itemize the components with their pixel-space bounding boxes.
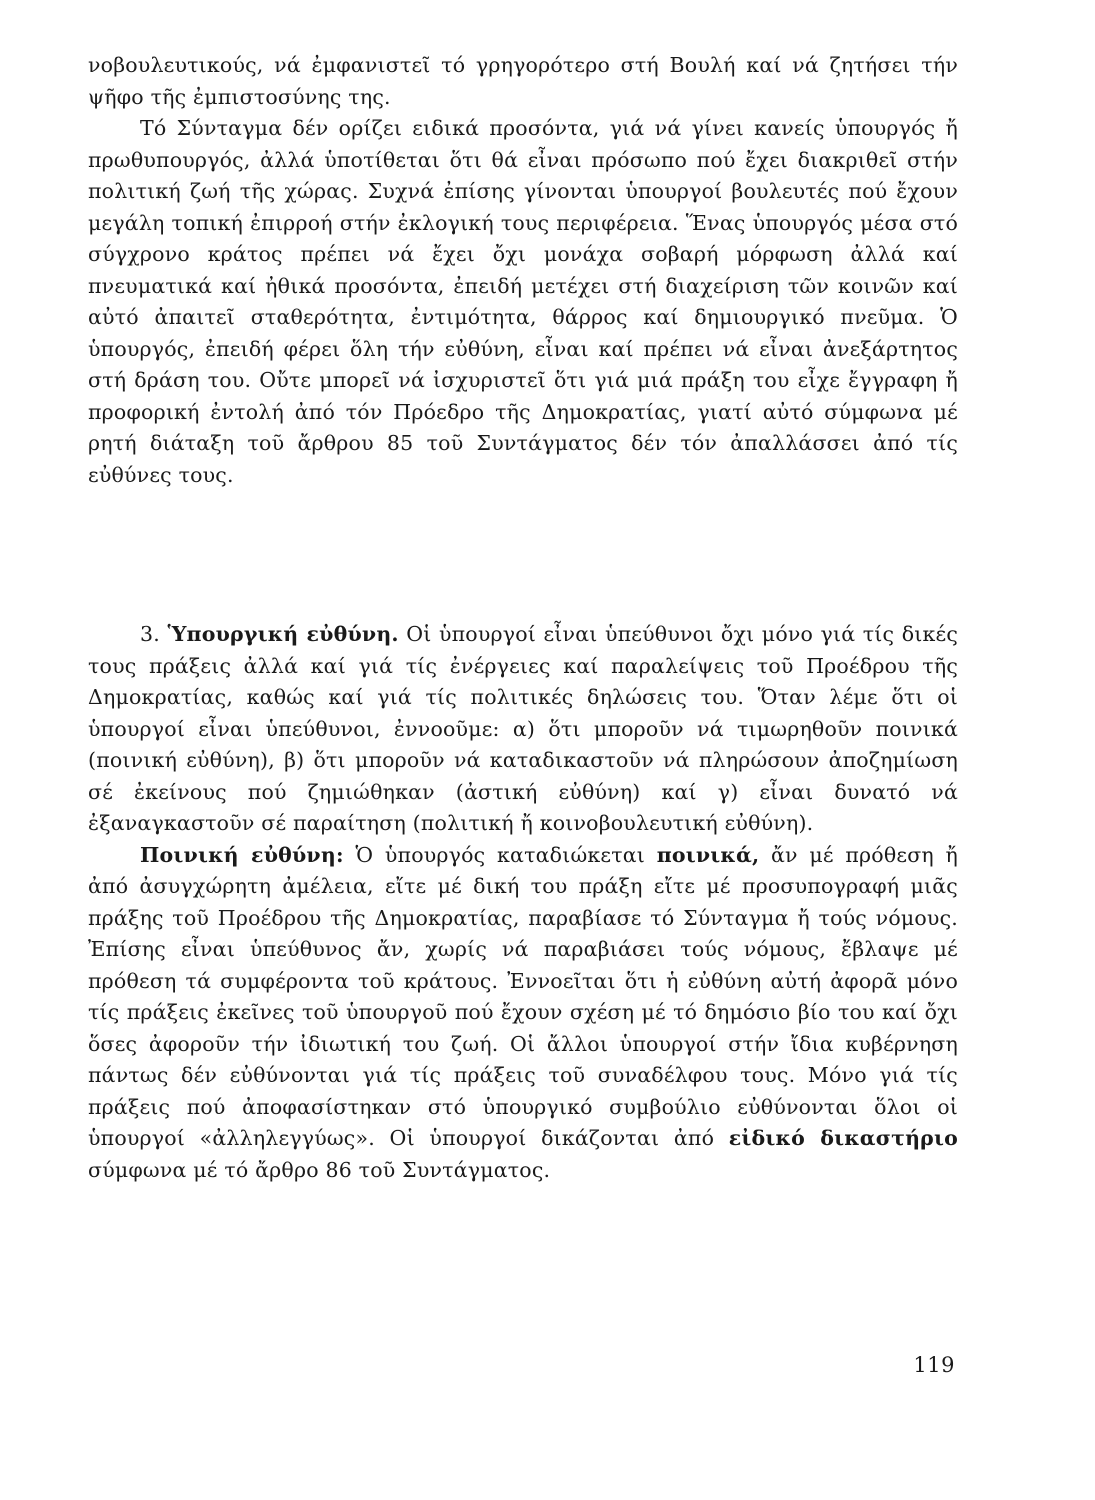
section-3-block <box>88 619 958 1186</box>
penal-liability-heading: Ποινική εὐθύνη: <box>140 842 344 867</box>
top-text-block <box>88 50 958 491</box>
penal-text-part-1: Ὁ ὑπουργός καταδιώκεται <box>355 842 646 867</box>
penal-text-part-2: ἄν μέ πρόθεση ἤ ἀπό ἀσυγχώρητη ἀμέλεια, εἴτε μέ δική του πράξη εἴτε μέ προσυπογραφή μιᾶς πράξης τοῦ Προέδρου τῆς Δημοκρατίας, παραβίασε τό Σύνταγμα ἤ τούς νόμους. Ἐπίσης εἶναι ὑπεύθυνος ἄν, χωρίς νά παραβιάσει τούς νόμους, ἔβλαψε μέ πρόθεση τά συμφέροντα τοῦ κράτους. Ἐννοεῖται ὅτι ἡ εὐθύνη αὐτή ἀφορᾶ μόνο τίς πράξεις ἐκεῖνες τοῦ ὑπουργοῦ πού ἔχουν σχέση μέ τό δημόσιο βίο του καί ὄχι ὅσες ἀφοροῦν τήν ἰδιωτική του ζωή. Οἱ ἄλλοι ὑπουργοί στήν ἴδια κυβέρνηση πάντως δέν εὐθύνονται γιά τίς πράξεις τοῦ συναδέλφου τους. Μόνο γιά τίς πράξεις πού ἀποφασίστηκαν στό ὑπουργικό συμβούλιο εὐθύνονται ὅλοι οἱ ὑπουργοί «ἀλληλεγγύως». Οἱ ὑπουργοί δικάζονται ἀπό <box>88 842 959 1150</box>
intro-continuation-paragraph: νοβουλευτικούς, νά ἐμφανιστεῖ τό γρηγορότερο στή Βουλή καί νά ζητήσει τήν ψῆφο τῆς ἐμπιστοσύνης της. <box>88 53 958 109</box>
penal-liability-paragraph <box>88 840 958 1187</box>
special-court-term: εἰδικό δικαστήριο <box>728 1126 958 1150</box>
section-heading: Ὑπουργική εὐθύνη. <box>167 622 399 646</box>
ministers-qualifications-paragraph: Τό Σύνταγμα δέν ορίζει ειδικά προσόντα, γιά νά γίνει κανείς ὑπουργός ἤ πρωθυπουργός, ἀλλά ὑποτίθεται ὅτι θά εἶναι πρόσωπο πού ἔχει διακριθεῖ στήν πολιτική ζωή τῆς χώρας. Συχνά ἐπίσης γίνονται ὑπουργοί βουλευτές πού ἔχουν μεγάλη τοπική ἐπιρροή στήν ἐκλογική τους περιφέρεια. Ἕνας ὑπουργός μέσα στό σύγχρονο κράτος πρέπει νά ἔχει ὄχι μονάχα σοβαρή μόρφωση ἀλλά καί πνευματικά καί ἠθικά προσόντα, ἐπειδή μετέχει στή διαχείριση τῶν κοινῶν καί αὐτό ἀπαιτεῖ σταθερότητα, ἐντιμότητα, θάρρος καί δημιουργικό πνεῦμα. Ὁ ὑπουργός, ἐπειδή φέρει ὅλη τήν εὐθύνη, εἶναι καί πρέπει νά εἶναι ἀνεξάρτητος στή δράση του. Οὔτε μπορεῖ νά ἰσχυριστεῖ ὅτι γιά μιά πράξη του εἶχε ἔγγραφη ἤ προφορική ἐντολή ἀπό τόν Πρόεδρο τῆς Δημοκρατίας, γιατί αὐτό σύμφωνα μέ ρητή διάταξη τοῦ ἄρθρου 85 τοῦ Συντάγματος δέν τόν ἀπαλλάσσει ἀπό τίς εὐθύνες τους. <box>88 116 958 487</box>
section-3-paragraph <box>88 619 958 840</box>
penal-text-part-3: σύμφωνα μέ τό ἄρθρο 86 τοῦ Συντάγματος. <box>88 1157 551 1182</box>
penal-bold-word: ποινικά, <box>656 842 760 867</box>
section-number: 3. <box>140 622 160 646</box>
section-3-body: Οἱ ὑπουργοί εἶναι ὑπεύθυνοι ὄχι μόνο γιά τίς δικές τους πράξεις ἀλλά καί γιά τίς ἐνέργειες καί παραλείψεις τοῦ Προέδρου τῆς Δημοκρατίας, καθώς καί γιά τίς πολιτικές δηλώσεις του. Ὅταν λέμε ὅτι οἱ ὑπουργοί εἶναι ὑπεύθυνοι, ἐννοοῦμε: α) ὅτι μποροῦν νά τιμωρηθοῦν ποινικά (ποινική εὐθύνη), β) ὅτι μποροῦν νά καταδικαστοῦν νά πληρώσουν ἀποζημίωση σέ ἐκείνους πού ζημιώθηκαν (ἀστική εὐθύνη) καί γ) εἶναι δυνατό νά ἐξαναγκαστοῦν σέ παραίτηση (πολιτική ἤ κοινοβουλευτική εὐθύνη). <box>88 622 958 835</box>
page-number: 119 <box>913 1353 955 1377</box>
